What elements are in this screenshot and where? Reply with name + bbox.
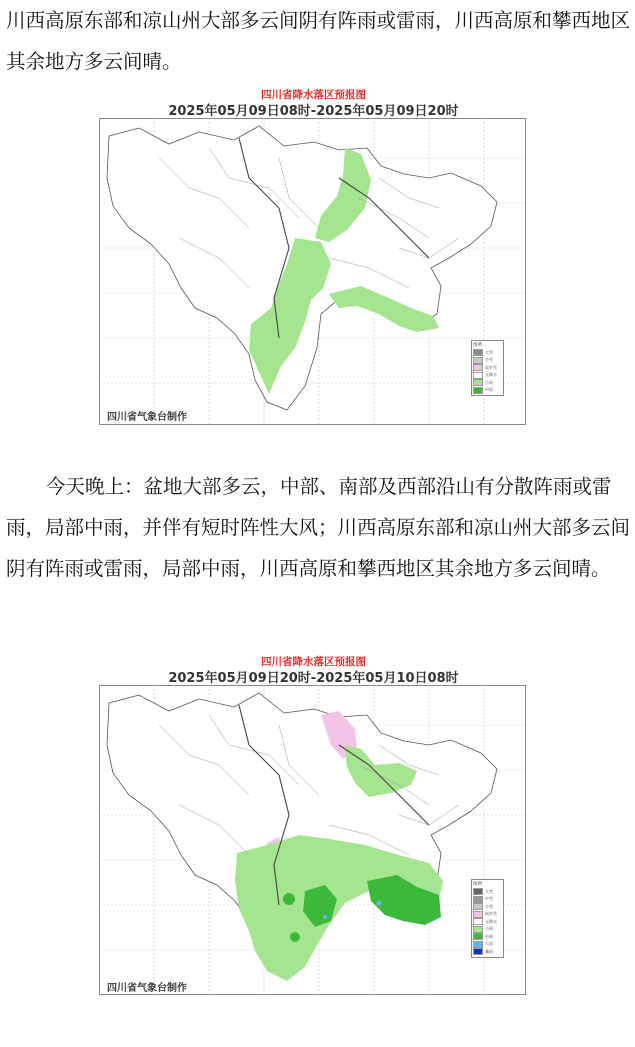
legend-swatch [473, 948, 483, 955]
legend-item [473, 888, 502, 896]
legend-swatch [473, 903, 483, 910]
legend-swatch [473, 379, 483, 386]
legend-label: 中雪 [485, 896, 493, 902]
producer-label: 四川省气象台制作 [107, 412, 187, 423]
legend-item [473, 903, 502, 911]
legend-item [473, 896, 502, 904]
legend-swatch [473, 364, 483, 371]
legend-label: 雨夹雪 [485, 364, 497, 370]
paragraph-1: 川西高原东部和凉山州大部多云间阴有阵雨或雷雨，川西高原和攀西地区其余地方多云间晴。 [6, 9, 631, 73]
legend-label: 中雨 [485, 387, 493, 393]
legend-label: 大雪 [485, 349, 493, 355]
legend-swatch [473, 941, 483, 948]
map-legend [471, 879, 504, 958]
forecast-map-2 [95, 652, 532, 1014]
legend-label: 无降水 [485, 918, 497, 924]
map-legend [471, 340, 504, 396]
legend-label: 无降水 [485, 372, 497, 378]
legend-swatch [473, 896, 483, 903]
producer-label: 四川省气象台制作 [107, 983, 187, 994]
paragraph-2-text: 今天晚上：盆地大部多云，中部、南部及西部沿山有分散阵雨或雷雨，局部中雨，并伴有短时阵性大风；川西高原东部和凉山州大部多云间阴有阵雨或雷雨，局部中雨，川西高原和攀西地区其余地方多云间晴。 [6, 475, 631, 580]
legend-item [473, 387, 502, 395]
sichuan-map-graphic [99, 118, 526, 425]
legend-label: 暴雨 [485, 948, 493, 954]
legend-item [473, 364, 502, 372]
legend-swatch [473, 349, 483, 356]
legend-swatch [473, 387, 483, 394]
map-time-range: 2025年05月09日20时-2025年05月10日08时 [168, 671, 459, 686]
legend-item [473, 918, 502, 926]
legend-label: 雨夹雪 [485, 911, 497, 917]
forecast-map-1 [95, 85, 532, 443]
legend-item [473, 911, 502, 919]
legend-item [473, 941, 502, 949]
map-title: 四川省降水落区预报图 [261, 89, 366, 101]
legend-swatch [473, 888, 483, 895]
legend-label: 小雨 [485, 926, 493, 932]
legend-swatch [473, 918, 483, 925]
legend-swatch [473, 926, 483, 933]
sichuan-map-graphic [99, 685, 526, 995]
legend-label: 小雨 [485, 379, 493, 385]
map-frame [99, 118, 526, 425]
legend-swatch [473, 911, 483, 918]
legend-item [473, 379, 502, 387]
legend-swatch [473, 372, 483, 379]
legend-title: 图例 [473, 343, 482, 348]
legend-label: 中雨 [485, 933, 493, 939]
legend-item [473, 933, 502, 941]
map-frame [99, 685, 526, 995]
legend-item [473, 372, 502, 380]
legend-item [473, 349, 502, 357]
legend-label: 大雪 [485, 888, 493, 894]
legend-label: 小雪 [485, 357, 493, 363]
map-title: 四川省降水落区预报图 [261, 656, 366, 668]
map-time-range: 2025年05月09日08时-2025年05月09日20时 [168, 104, 459, 119]
legend-item [473, 948, 502, 956]
legend-item [473, 357, 502, 365]
legend-label: 小雪 [485, 903, 493, 909]
legend-item [473, 926, 502, 934]
legend-swatch [473, 933, 483, 940]
legend-title: 图例 [473, 882, 482, 887]
paragraph-2 [6, 466, 632, 589]
legend-label: 大雨 [485, 941, 493, 947]
legend-swatch [473, 357, 483, 364]
